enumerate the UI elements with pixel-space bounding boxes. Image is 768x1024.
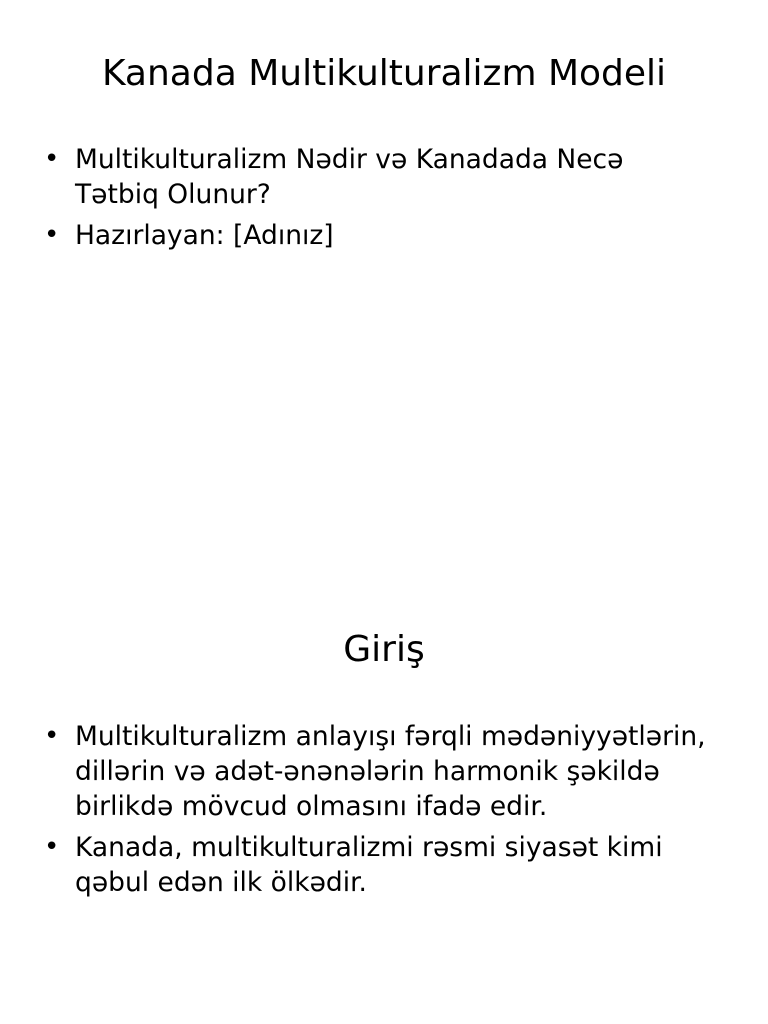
bullet-icon: • [44, 220, 60, 250]
bullet-icon: • [44, 144, 60, 174]
bullet-item [44, 719, 714, 824]
bullet-item [44, 218, 714, 253]
bullet-icon: • [44, 721, 60, 751]
bullet-icon: • [44, 832, 60, 862]
slide-title: Kanada Multikulturalizm Modeli [101, 53, 667, 94]
slide-title: Giriş [343, 629, 425, 670]
bullet-text: Kanada, multikulturalizmi rəsmi siyasət kimi qəbul edən ilk ölkədir. [75, 832, 663, 898]
bullet-text: Hazırlayan: [Adınız] [75, 220, 334, 251]
bullet-item [44, 830, 714, 900]
slide-2 [0, 576, 768, 1024]
bullet-item [44, 142, 714, 212]
bullet-list [44, 719, 714, 906]
bullet-text: Multikulturalizm Nədir və Kanadada Necə Tətbiq Olunur? [75, 144, 624, 210]
bullet-list [44, 142, 714, 259]
bullet-text: Multikulturalizm anlayışı fərqli mədəniyyətlərin, dillərin və adət-ənənələrin harmonik şəkildə birlikdə mövcud olmasını ifadə edir. [75, 721, 706, 822]
